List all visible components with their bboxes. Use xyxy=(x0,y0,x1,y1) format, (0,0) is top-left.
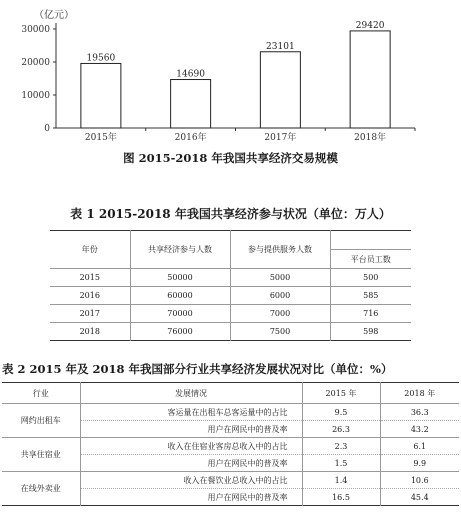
participants-cell: 50000 xyxy=(130,269,230,287)
industry-comparison-table xyxy=(2,382,459,506)
table-row xyxy=(2,472,459,489)
header-platform-staff: 平台员工数 xyxy=(330,250,411,269)
header-2018: 2018 年 xyxy=(380,383,459,404)
value-2015-cell: 9.5 xyxy=(302,404,380,421)
y-tick-label: 10000 xyxy=(21,91,50,101)
table-row xyxy=(50,269,411,287)
bar xyxy=(171,80,211,128)
participants-cell: 76000 xyxy=(130,323,230,341)
value-2018-cell: 45.4 xyxy=(380,489,459,506)
transaction-volume-chart xyxy=(0,0,461,150)
table2-title: 表 2 2015 年及 2018 年我国部分行业共享经济发展状况对比（单位：%） xyxy=(2,362,393,376)
header-providers: 参与提供服务人数 xyxy=(230,231,330,269)
value-2018-cell: 9.9 xyxy=(380,455,459,472)
providers-cell: 5000 xyxy=(230,269,330,287)
value-2015-cell: 1.4 xyxy=(302,472,380,489)
value-2018-cell: 36.3 xyxy=(380,404,459,421)
bar-value-label: 23101 xyxy=(266,41,295,52)
year-cell: 2015 xyxy=(50,269,130,287)
y-tick-label: 30000 xyxy=(21,25,50,35)
header-industry: 行业 xyxy=(2,383,80,404)
bar-chart-svg xyxy=(0,0,461,150)
header-participants: 共享经济参与人数 xyxy=(130,231,230,269)
x-tick-label: 2017年 xyxy=(264,133,297,143)
providers-cell: 7500 xyxy=(230,323,330,341)
table-row xyxy=(2,438,459,455)
indicator-cell: 用户在网民中的普及率 xyxy=(80,489,302,506)
platform-staff-cell: 585 xyxy=(330,287,411,305)
y-tick-label: 0 xyxy=(44,124,50,134)
value-2015-cell: 2.3 xyxy=(302,438,380,455)
value-2015-cell: 16.5 xyxy=(302,489,380,506)
table-row xyxy=(50,305,411,323)
value-2015-cell: 1.5 xyxy=(302,455,380,472)
header-2015: 2015 年 xyxy=(302,383,380,404)
table2-body xyxy=(2,404,459,506)
bar-value-label: 14690 xyxy=(176,69,205,80)
table1-header-row xyxy=(50,231,411,250)
value-2018-cell: 10.6 xyxy=(380,472,459,489)
platform-staff-cell: 598 xyxy=(330,323,411,341)
participants-cell: 60000 xyxy=(130,287,230,305)
providers-cell: 7000 xyxy=(230,305,330,323)
indicator-cell: 客运量在出租车总客运量中的占比 xyxy=(80,404,302,421)
table1-title: 表 1 2015-2018 年我国共享经济参与状况（单位：万人） xyxy=(70,207,391,221)
year-cell: 2016 xyxy=(50,287,130,305)
year-cell: 2017 xyxy=(50,305,130,323)
year-cell: 2018 xyxy=(50,323,130,341)
participants-cell: 70000 xyxy=(130,305,230,323)
industry-cell: 在线外卖业 xyxy=(2,472,80,506)
x-tick-label: 2015年 xyxy=(84,133,117,143)
header-situation: 发展情况 xyxy=(80,383,302,404)
bar xyxy=(350,31,390,128)
platform-staff-cell: 500 xyxy=(330,269,411,287)
industry-cell: 网约出租车 xyxy=(20,416,61,425)
indicator-cell: 收入在餐饮业总收入中的占比 xyxy=(80,472,302,489)
value-2015-cell: 26.3 xyxy=(302,421,380,438)
indicator-cell: 用户在网民中的普及率 xyxy=(80,455,302,472)
table2-header-row xyxy=(2,383,459,404)
bar-value-label: 29420 xyxy=(355,20,385,31)
table1-body xyxy=(50,269,411,341)
table-row xyxy=(50,323,411,341)
x-tick-label: 2016年 xyxy=(174,133,207,143)
industry-cell: 共享住宿业 xyxy=(2,438,80,472)
chart-caption: 图 2015-2018 年我国共享经济交易规模 xyxy=(123,151,338,165)
header-blank xyxy=(330,231,411,250)
x-tick-label: 2018年 xyxy=(354,133,387,143)
value-2018-cell: 6.1 xyxy=(380,438,459,455)
value-2018-cell: 43.2 xyxy=(380,421,459,438)
bar xyxy=(81,63,121,128)
y-axis-unit: （亿元） xyxy=(34,10,74,21)
table-row xyxy=(50,287,411,305)
providers-cell: 6000 xyxy=(230,287,330,305)
bar-value-label: 19560 xyxy=(86,53,116,64)
header-year: 年份 xyxy=(81,245,98,254)
bar xyxy=(260,52,300,128)
platform-staff-cell: 716 xyxy=(330,305,411,323)
table-row xyxy=(2,404,459,421)
y-tick-label: 20000 xyxy=(21,58,50,68)
indicator-cell: 用户在网民中的普及率 xyxy=(80,421,302,438)
participation-table xyxy=(50,230,411,341)
indicator-cell: 收入在住宿业客房总收入中的占比 xyxy=(80,438,302,455)
